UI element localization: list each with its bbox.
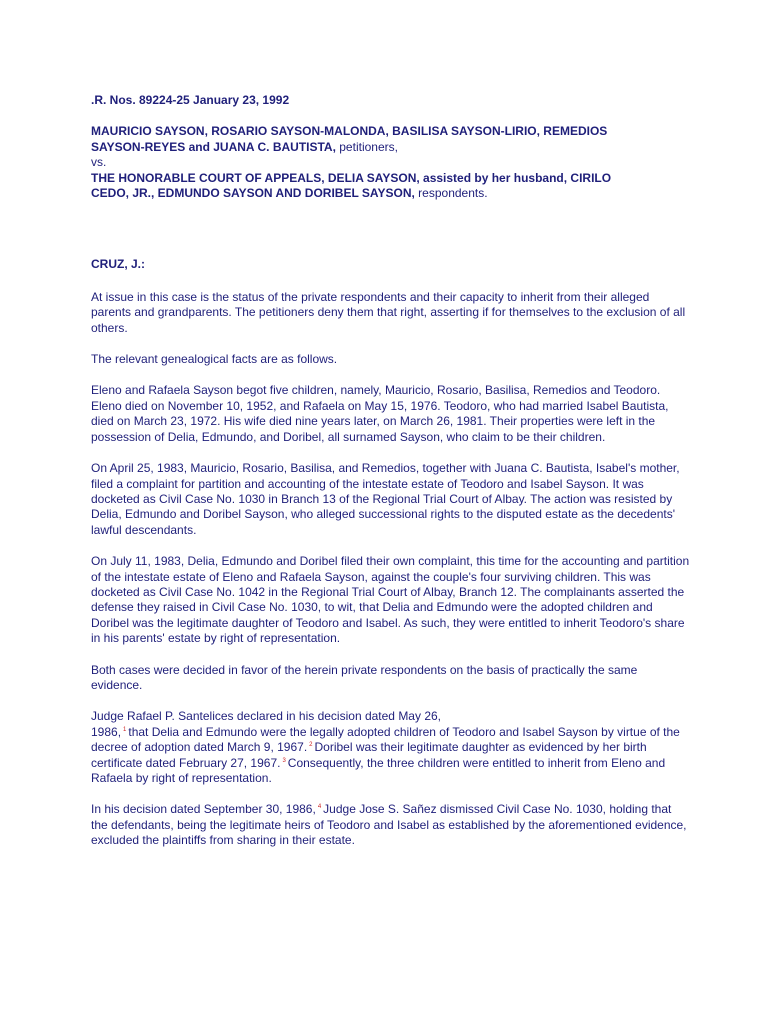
versus-label: vs. bbox=[91, 155, 107, 170]
paragraph-issue: At issue in this case is the status of the private respondents and their capacity to inherit from their alleged parents and grandparents. The petitioners deny them that right, asserting if for themselves to the exclusion of all others. bbox=[91, 289, 686, 335]
sanez-holding-text: Judge Jose S. Sañez dismissed Civil Case No. 1030, holding that the defendants, being the legitimate heirs of Teodoro and Isabel as established by the aforementioned evidence, excluded the plaintiffs from sharing in their estate. bbox=[91, 802, 687, 848]
santelices-date-year: 1986, bbox=[91, 724, 122, 739]
respondents-line-2 bbox=[91, 186, 691, 201]
paragraph-facts-intro: The relevant genealogical facts are as follows. bbox=[91, 352, 338, 367]
petitioners-names: SAYSON-REYES and JUANA C. BAUTISTA, bbox=[91, 139, 336, 154]
petitioners-line-2 bbox=[91, 140, 691, 155]
petitioners-label: petitioners, bbox=[335, 139, 398, 154]
footnote-link-3[interactable]: 3 bbox=[282, 757, 286, 764]
respondents-label: respondents. bbox=[414, 186, 488, 201]
paragraph-civil-case-1042: On July 11, 1983, Delia, Edmundo and Doribel filed their own complaint, this time for the accounting and partition of the intestate estate of Eleno and Rafaela Sayson, against the couple's four surviving children. This was docketed as Civil Case No. 1042 in the Regional Trial Court of Albay, Branch 12. The complainants asserted the defense they raised in Civil Case No. 1030, to wit, that Delia and Edmundo were the adopted children and Doribel was the legitimate daughter of Teodoro and Isabel. As such, they were entitled to inherit Teodoro's share in his parents' estate by right of representation. bbox=[91, 554, 690, 646]
paragraph-santelices-decision bbox=[91, 709, 691, 786]
footnote-link-4[interactable]: 4 bbox=[317, 804, 322, 811]
paragraph-both-cases: Both cases were decided in favor of the herein private respondents on the basis of practically the same evidence. bbox=[91, 662, 638, 692]
paragraph-sanez-decision bbox=[91, 802, 691, 848]
ponente-name: CRUZ, J.: bbox=[91, 257, 145, 272]
respondents-names: CEDO, JR., EDMUNDO SAYSON AND DORIBEL SAYSON, bbox=[91, 186, 415, 201]
document-body bbox=[91, 93, 691, 865]
santelices-conclusion-text: Consequently, the three children were entitled to inherit from Eleno and Rafaela by right of representation. bbox=[91, 755, 666, 785]
case-parties bbox=[91, 124, 691, 201]
santelices-adoption-text: that Delia and Edmundo were the legally adopted children of Teodoro and Isabel Sayson by virtue of the decree of adoption dated March 9, 1967. bbox=[91, 724, 680, 755]
petitioners-line-1: MAURICIO SAYSON, ROSARIO SAYSON-MALONDA, BASILISA SAYSON-LIRIO, REMEDIOS bbox=[91, 124, 608, 139]
footnote-link-1[interactable]: 1 bbox=[123, 726, 127, 733]
case-number: .R. Nos. 89224-25 January 23, 1992 bbox=[91, 93, 290, 107]
paragraph-civil-case-1030: On April 25, 1983, Mauricio, Rosario, Basilisa, and Remedios, together with Juana C. Bautista, Isabel's mother, filed a complaint for partition and accounting of the intestate estate of Teodoro and Isabel Sayson. It was docketed as Civil Case No. 1030 in Branch 13 of the Regional Trial Court of Albay. The action was resisted by Delia, Edmundo and Doribel Sayson, who alleged successional rights to the disputed estate as the decedents' lawful descendants. bbox=[91, 461, 680, 537]
respondents-line-1: THE HONORABLE COURT OF APPEALS, DELIA SAYSON, assisted by her husband, CIRILO bbox=[91, 170, 612, 185]
santelices-text-start: Judge Rafael P. Santelices declared in his decision dated May 26, bbox=[91, 709, 441, 724]
santelices-birth-text: Doribel was their legitimate daughter as evidenced by her birth certificate dated February 27, 1967. bbox=[91, 740, 647, 770]
paragraph-genealogy: Eleno and Rafaela Sayson begot five children, namely, Mauricio, Rosario, Basilisa, Remedios and Teodoro. Eleno died on November 10, 1952, and Rafaela on May 15, 1976. Teodoro, who had married Isabel Bautista, died on March 23, 1972. His wife died nine years later, on March 26, 1981. Their properties were left in the possession of Delia, Edmundo, and Doribel, all surnamed Sayson, who claim to be their children. bbox=[91, 383, 669, 444]
sanez-date-text: In his decision dated September 30, 1986, bbox=[91, 802, 316, 817]
footnote-link-2[interactable]: 2 bbox=[309, 742, 313, 749]
